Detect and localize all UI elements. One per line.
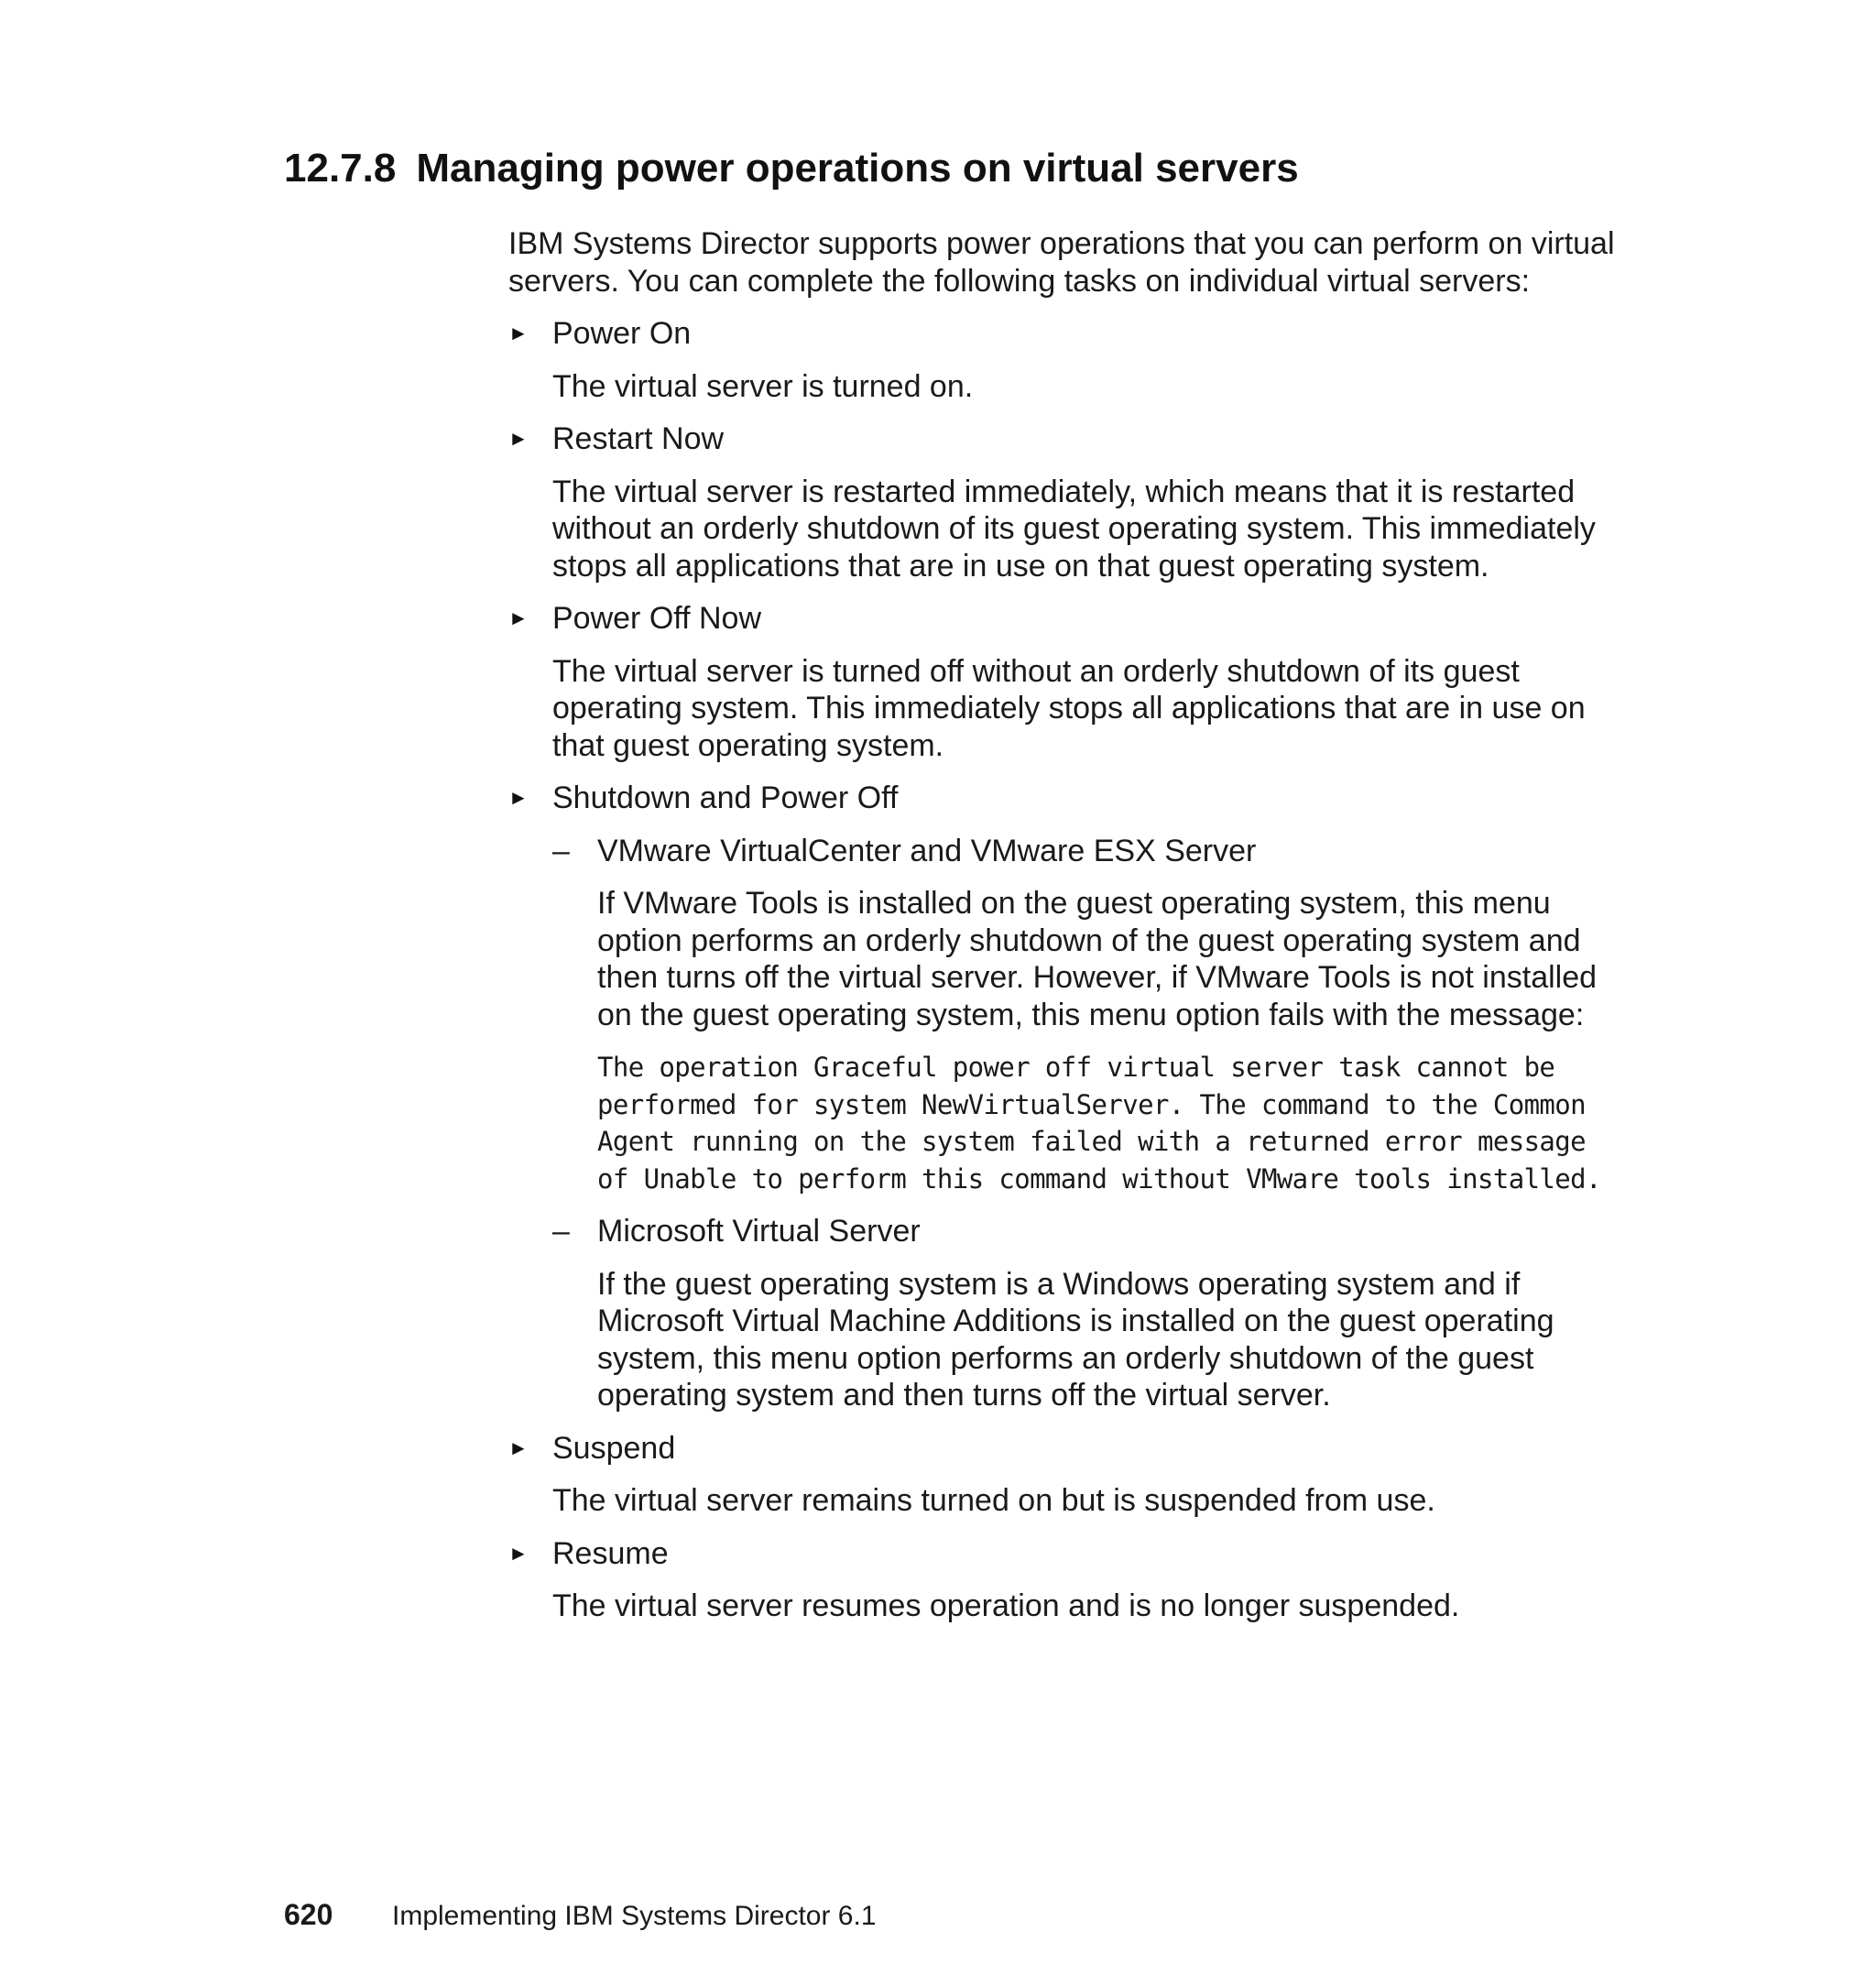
list-item-label: Power Off Now (552, 601, 762, 636)
dash-icon: – (552, 833, 570, 868)
page-footer (284, 1898, 877, 1933)
list-item-description: The virtual server remains turned on but is suspended from use. (552, 1483, 1435, 1518)
bullet-triangle-icon: ► (508, 1435, 529, 1459)
list-item-description: The virtual server resumes operation and is no longer suspended. (552, 1588, 1460, 1623)
sub-item-vmware (508, 833, 1626, 870)
code-line: The operation Graceful power off virtual server task cannot be (597, 1052, 1555, 1083)
list-item-description: The virtual server is restarted immediately, which means that it is restarted without an orderly shutdown of its guest operating system. This immediately stops all applications that are in use on that guest operating system. (552, 474, 1596, 584)
intro-paragraph: IBM Systems Director supports power operations that you can perform on virtual servers. You can complete the following tasks on individual virtual servers: (508, 226, 1615, 299)
error-message-code-block (508, 1049, 1626, 1197)
section-title: Managing power operations on virtual servers (416, 146, 1299, 191)
bullet-triangle-icon: ► (508, 1541, 529, 1565)
section-heading (284, 145, 1299, 192)
list-item-power-on (508, 315, 1626, 353)
list-item-label: Restart Now (552, 421, 725, 456)
list-item-description: The virtual server is turned on. (552, 368, 974, 404)
sub-item-label: VMware VirtualCenter and VMware ESX Server (597, 833, 1257, 868)
list-item-suspend (508, 1430, 1626, 1468)
bullet-triangle-icon: ► (508, 786, 529, 809)
list-item-label: Power On (552, 316, 692, 351)
page-number: 620 (284, 1898, 333, 1931)
list-item-resume (508, 1535, 1626, 1573)
section-number: 12.7.8 (284, 146, 397, 191)
bullet-triangle-icon: ► (508, 427, 529, 450)
list-item-label: Resume (552, 1535, 669, 1571)
section-body (508, 225, 1626, 1641)
sub-item-microsoft-virtual-server (508, 1213, 1626, 1250)
list-item-restart-now (508, 420, 1626, 458)
dash-icon: – (552, 1214, 570, 1249)
list-item-label: Shutdown and Power Off (552, 780, 899, 815)
sub-item-label: Microsoft Virtual Server (597, 1214, 921, 1249)
code-line: of Unable to perform this command without VMware tools installed. (597, 1162, 1601, 1195)
book-title: Implementing IBM Systems Director 6.1 (392, 1901, 877, 1931)
list-item-power-off-now (508, 600, 1626, 638)
list-item-label: Suspend (552, 1430, 676, 1466)
list-item-shutdown-and-power-off (508, 780, 1626, 817)
code-line: performed for system NewVirtualServer. The command to the Common (597, 1088, 1587, 1120)
bullet-triangle-icon: ► (508, 606, 529, 629)
sub-item-description: If VMware Tools is installed on the guest operating system, this menu option performs an orderly shutdown of the guest operating system and then turns off the virtual server. However, if VMware Tools is not installed on the guest operating system, this menu option fails with the message: (597, 886, 1598, 1032)
sub-item-description: If the guest operating system is a Windows operating system and if Microsoft Virtual Machine Additions is installed on the guest operating system, this menu option performs an orderly shutdown of the guest operating system and then turns off the virtual server. (597, 1266, 1554, 1413)
list-item-description: The virtual server is turned off without an orderly shutdown of its guest operating system. This immediately stops all applications that are in use on that guest operating system. (552, 653, 1586, 763)
code-line: Agent running on the system failed with a returned error message (597, 1126, 1587, 1157)
bullet-triangle-icon: ► (508, 322, 529, 344)
